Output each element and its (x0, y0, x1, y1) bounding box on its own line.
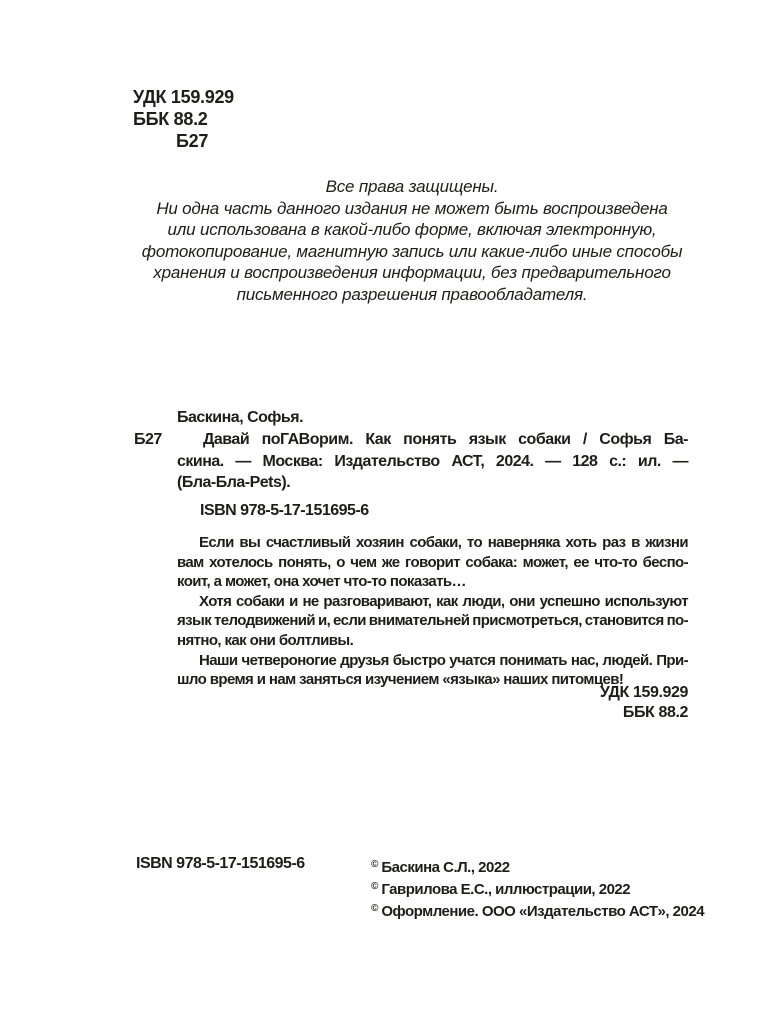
annotation (177, 533, 688, 690)
annotation-line: язык телодвижений и, если внимательней присмотреться, становится по- (177, 612, 688, 630)
copyright-column (371, 855, 704, 922)
imprint-isbn: ISBN 978-5-17-151695-6 (136, 855, 305, 872)
author-heading: Баскина, Софья. (177, 409, 304, 426)
bib-line: скина. — Москва: Издательство АСТ, 2024. — 128 с.: ил. — (177, 452, 688, 470)
rights-line: хранения и воспроизведения информации, без предварительного (153, 263, 671, 282)
annotation-line: Наши четвероногие друзья быстро учатся понимать нас, людей. При- (199, 651, 688, 669)
bib-line: (Бла-Бла-Pets). (177, 474, 291, 492)
copyright-symbol: © (371, 881, 379, 893)
copyright-text: Оформление. ООО «Издательство АСТ», 2024 (381, 903, 705, 921)
annotation-line: Хотя собаки и не разговаривают, как люди, они успешно используют (199, 592, 688, 610)
imprint (136, 855, 705, 922)
annotation-line: вам хотелось понять, о чем же говорит собака: может, ее что-то беспо- (177, 553, 688, 571)
classification-top (133, 86, 234, 152)
bibliographic-record (134, 407, 688, 522)
udk-code: УДК 159.929 (599, 684, 688, 701)
copyright-line (371, 877, 704, 899)
rights-line: фотокопирование, магнитную запись или какие-либо иные способы (141, 241, 683, 261)
rights-line: или использована в какой-либо форме, включая электронную, (167, 220, 657, 239)
copyright-line (371, 855, 704, 877)
copyright-text: Баскина С.Л., 2022 (381, 859, 510, 876)
copyright-symbol: © (371, 859, 379, 870)
annotation-line: коит, а может, она хочет что-то показать… (177, 573, 466, 591)
rights-line: Ни одна часть данного издания не может быть воспроизведена (156, 198, 668, 218)
rights-notice (122, 176, 702, 305)
rights-line: письменного разрешения правообладателя. (236, 284, 588, 304)
annotation-line: шло время и нам заняться изучением «языка» наших питомцев! (177, 671, 624, 689)
copyright-text: Гаврилова Е.С., иллюстрации, 2022 (381, 881, 631, 899)
bib-first-row (134, 429, 688, 451)
bib-line: Давай поГАВорим. Как понять язык собаки / Софья Ба- (203, 430, 688, 448)
rights-line: Все права защищены. (325, 177, 499, 196)
copyright-symbol: © (371, 903, 379, 915)
copyright-line (371, 899, 704, 921)
annotation-line: нятно, как они болтливы. (177, 631, 354, 649)
author-sign: Б27 (176, 131, 209, 151)
author-sign: Б27 (134, 430, 162, 448)
classification-bottom (600, 683, 688, 722)
bbk-code: ББК 88.2 (133, 109, 208, 129)
bib-isbn: ISBN 978-5-17-151695-6 (200, 502, 369, 520)
udk-code: УДК 159.929 (133, 87, 234, 107)
bbk-code: ББК 88.2 (622, 703, 688, 721)
annotation-line: Если вы счастливый хозяин собаки, то наверняка хоть раз в жизни (199, 534, 688, 551)
